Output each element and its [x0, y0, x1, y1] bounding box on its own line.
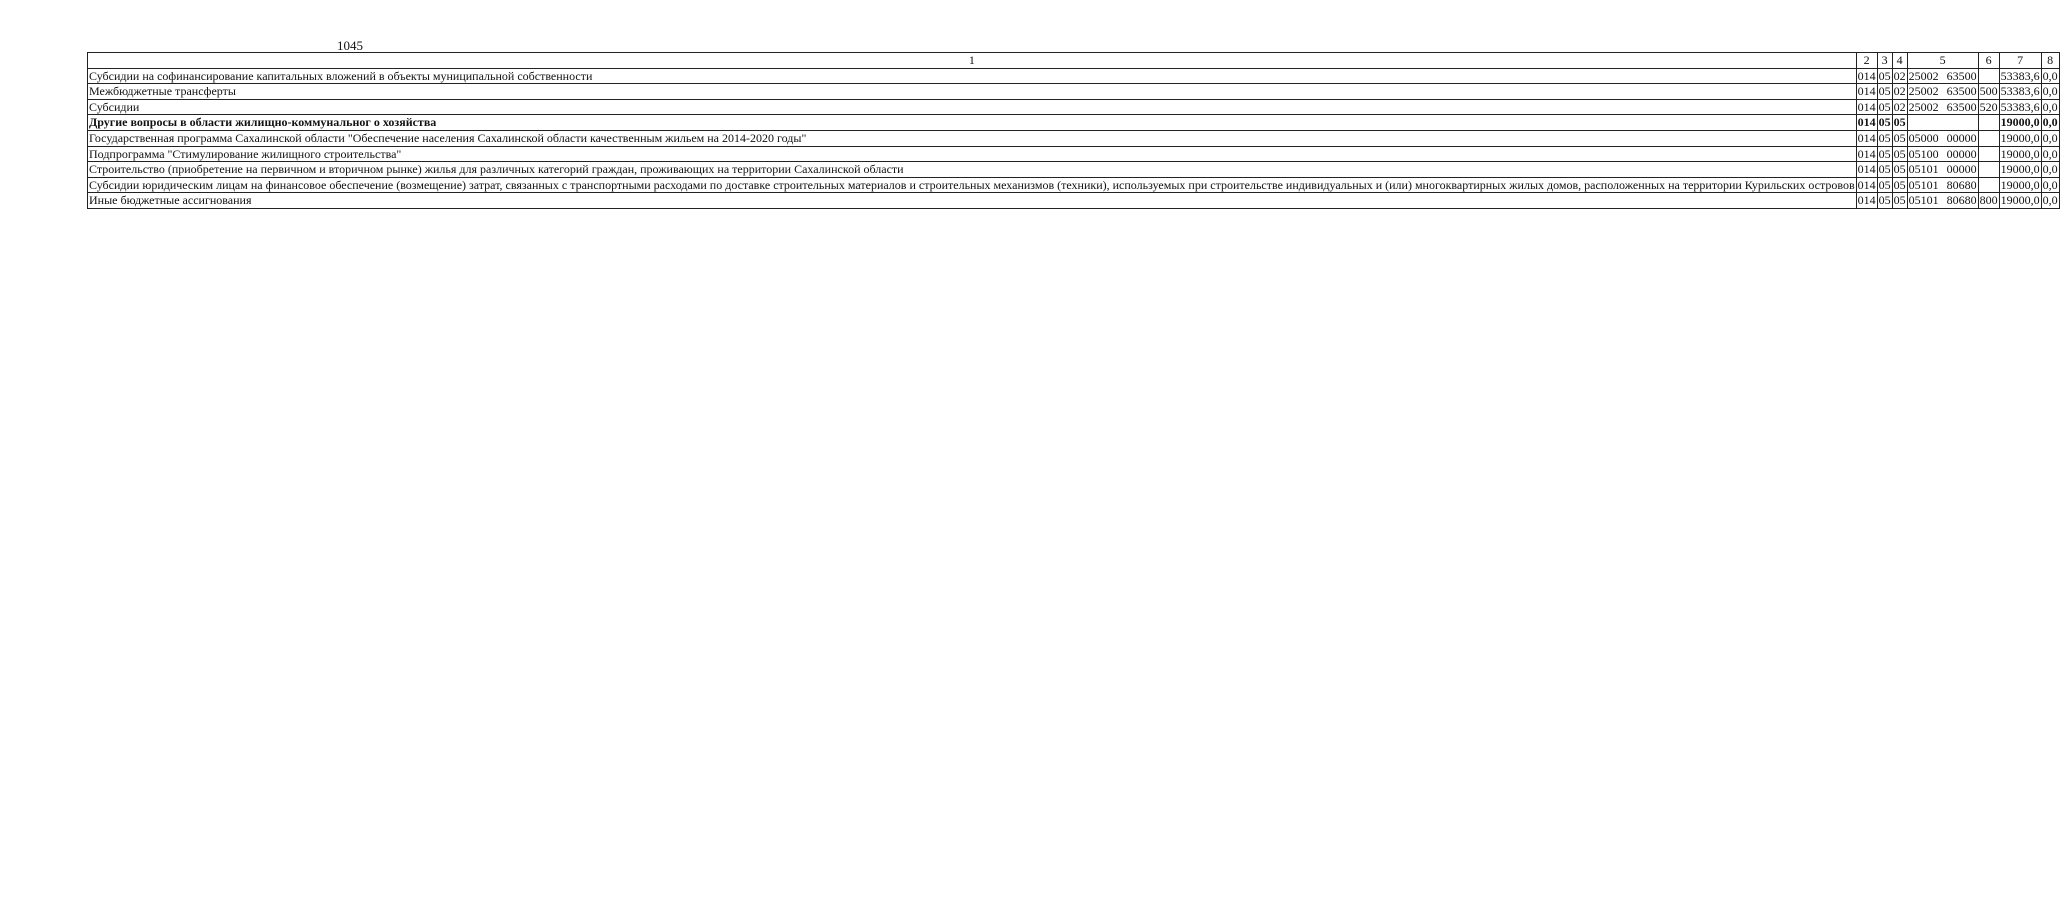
cell-subsection: 05 [1893, 115, 1906, 130]
table-row [88, 177, 2060, 193]
cell-section: 05 [1878, 115, 1891, 130]
cell-expense-type: 800 [1979, 193, 1998, 208]
cell-name: Подпрограмма "Стимулирование жилищного строительства" [88, 146, 1857, 162]
cell-amount: 53383,6 [2000, 99, 2040, 114]
table-row [88, 130, 2060, 146]
cell-section: 05 [1878, 130, 1891, 145]
cell-amount: 19000,0 [2000, 115, 2040, 130]
header-col-4: 4 [1892, 53, 1907, 69]
cell-ministry: 014 [1857, 177, 1876, 192]
cell-ministry: 014 [1857, 84, 1876, 99]
cell-target-article: 25002 63500 [1908, 84, 1977, 99]
header-col-8: 8 [2041, 53, 2059, 69]
cell-target-article: 05000 00000 [1908, 130, 1977, 145]
cell-name: Другие вопросы в области жилищно-коммунальног о хозяйства [88, 115, 1857, 131]
cell-subsection: 05 [1893, 193, 1906, 208]
cell-subsection: 05 [1893, 146, 1906, 161]
cell-subsection: 05 [1893, 130, 1906, 145]
cell-subsection: 02 [1893, 84, 1906, 99]
cell-ministry: 014 [1857, 162, 1876, 177]
cell-expense-type: 520 [1979, 99, 1998, 114]
table-body [88, 68, 2060, 208]
cell-expense-type: 500 [1979, 84, 1998, 99]
cell-name: Иные бюджетные ассигнования [88, 193, 1857, 209]
header-col-3: 3 [1877, 53, 1892, 69]
cell-name: Субсидии на софинансирование капитальных вложений в объекты муниципальной собственности [88, 68, 1857, 84]
table-row [88, 193, 2060, 209]
cell-name: Государственная программа Сахалинской области "Обеспечение населения Сахалинской области качественным жильем на 2014-2020 годы" [88, 130, 1857, 146]
cell-target-article: 25002 63500 [1908, 99, 1977, 114]
header-col-7: 7 [1999, 53, 2041, 69]
cell-section: 05 [1878, 84, 1891, 99]
page-number: 1045 [337, 38, 363, 53]
table-row [88, 99, 2060, 115]
table-row [88, 115, 2060, 131]
cell-amount-2: 0,0 [2042, 68, 2058, 83]
cell-expense-type [1978, 162, 1999, 178]
cell-amount: 19000,0 [2000, 146, 2040, 161]
budget-table [87, 52, 2060, 209]
cell-expense-type [1978, 177, 1999, 193]
cell-ministry: 014 [1857, 115, 1876, 130]
table-row [88, 146, 2060, 162]
cell-amount-2: 0,0 [2042, 84, 2058, 99]
cell-amount: 19000,0 [2000, 193, 2040, 208]
cell-amount: 53383,6 [2000, 68, 2040, 83]
cell-section: 05 [1878, 68, 1891, 83]
cell-section: 05 [1878, 146, 1891, 161]
cell-subsection: 05 [1893, 177, 1906, 192]
cell-target-article: 05100 00000 [1908, 146, 1977, 161]
cell-target-article: 25002 63500 [1908, 68, 1977, 83]
cell-expense-type [1978, 146, 1999, 162]
cell-subsection: 02 [1893, 99, 1906, 114]
cell-ministry: 014 [1857, 68, 1876, 83]
cell-amount: 19000,0 [2000, 130, 2040, 145]
cell-target-article: 05101 80680 [1908, 177, 1977, 192]
cell-name: Строительство (приобретение на первичном и вторичном рынке) жилья для различных категорий граждан, проживающих на территории Сахалинской области [88, 162, 1857, 178]
cell-section: 05 [1878, 193, 1891, 208]
cell-amount-2: 0,0 [2042, 146, 2058, 161]
cell-ministry: 014 [1857, 130, 1876, 145]
cell-subsection: 02 [1893, 68, 1906, 83]
cell-target-article: 05101 00000 [1908, 162, 1977, 177]
cell-section: 05 [1878, 177, 1891, 192]
cell-section: 05 [1878, 162, 1891, 177]
cell-name: Межбюджетные трансферты [88, 84, 1857, 100]
cell-target-article: 05101 80680 [1908, 193, 1977, 208]
table-row [88, 68, 2060, 84]
cell-ministry: 014 [1857, 193, 1876, 208]
cell-amount-2: 0,0 [2042, 162, 2058, 177]
header-col-6: 6 [1978, 53, 1999, 69]
table-row [88, 84, 2060, 100]
header-col-1: 1 [88, 53, 1857, 69]
cell-expense-type [1978, 130, 1999, 146]
header-row [88, 53, 2060, 69]
cell-name: Субсидии юридическим лицам на финансовое обеспечение (возмещение) затрат, связанных с транспортными расходами по доставке строительных материалов и строительных механизмов (техники), используемых при строительстве индивидуальных и (или) многоквартирных жилых домов, расположенных на территории Курильских островов [89, 177, 1855, 192]
cell-section: 05 [1878, 99, 1891, 114]
cell-subsection: 05 [1893, 162, 1906, 177]
cell-name: Субсидии [88, 99, 1857, 115]
cell-amount-2: 0,0 [2042, 130, 2058, 145]
cell-ministry: 014 [1857, 146, 1876, 161]
cell-amount-2: 0,0 [2042, 193, 2058, 208]
cell-expense-type [1978, 115, 1999, 131]
cell-amount-2: 0,0 [2042, 99, 2058, 114]
cell-ministry: 014 [1857, 99, 1876, 114]
cell-amount-2: 0,0 [2042, 115, 2058, 130]
cell-amount: 19000,0 [2000, 177, 2040, 192]
cell-expense-type [1978, 68, 1999, 84]
header-col-2: 2 [1856, 53, 1877, 69]
header-col-5: 5 [1907, 53, 1978, 69]
cell-amount: 19000,0 [2000, 162, 2040, 177]
cell-amount-2: 0,0 [2042, 177, 2058, 192]
cell-amount: 53383,6 [2000, 84, 2040, 99]
cell-target-article [1907, 115, 1978, 131]
table-row [88, 162, 2060, 178]
